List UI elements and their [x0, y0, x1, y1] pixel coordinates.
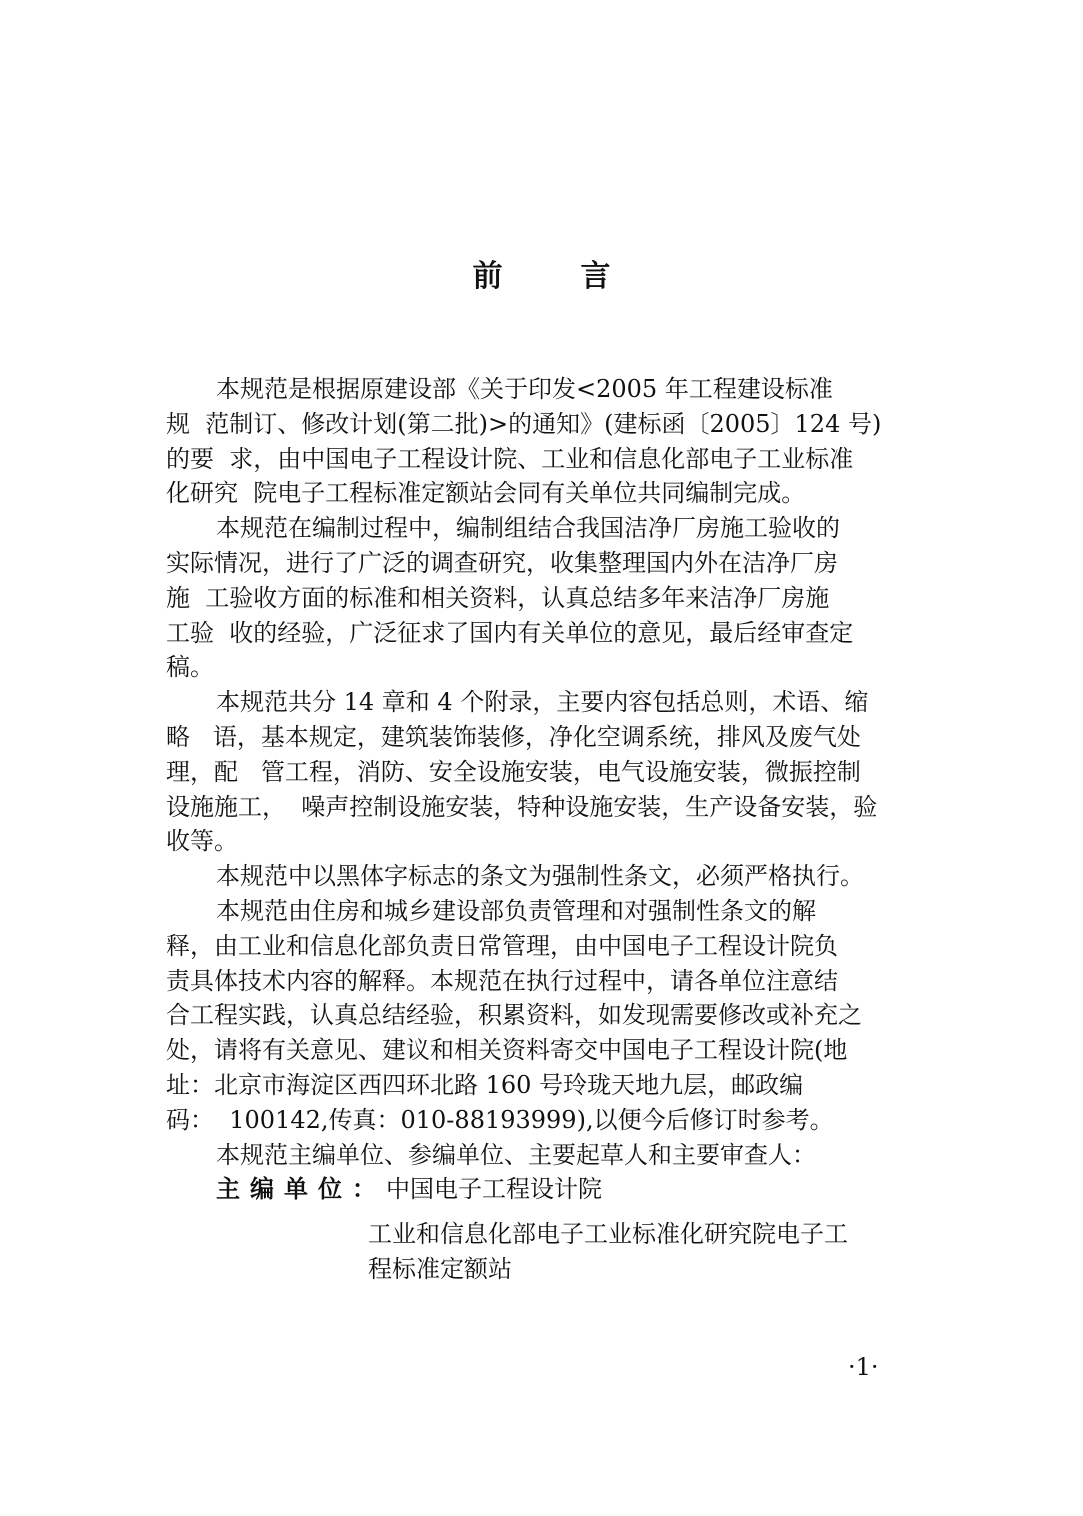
text-line: 工验 收的经验，广泛征求了国内有关单位的意见，最后经审查定 [166, 618, 854, 647]
chief-editor-block [166, 1172, 918, 1286]
text-line: 合工程实践，认真总结经验，积累资料，如发现需要修改或补充之 [166, 1001, 862, 1030]
text-line: 实际情况，进行了广泛的调查研究，收集整理国内外在洁净厂房 [166, 548, 838, 577]
chief-editor-line [166, 1172, 918, 1207]
text-line: 设施施工， 噪声控制设施安装，特种设施安装，生产设备安装，验 [166, 792, 878, 821]
text-line: 收等。 [166, 827, 238, 856]
text-line: 的要 求，由中国电子工程设计院、工业和信息化部电子工业标准 [166, 444, 854, 473]
text-line: 稿。 [166, 653, 214, 682]
text-line: 本规范中以黑体字标志的条文为强制性条文，必须严格执行。 [216, 862, 864, 891]
paragraph-1 [166, 372, 918, 511]
text-line: 本规范共分 14 章和 4 个附录，主要内容包括总则，术语、缩 [216, 688, 869, 717]
text-line: 施 工验收方面的标准和相关资料，认真总结多年来洁净厂房施 [166, 583, 830, 612]
page-number: ·1· [848, 1353, 879, 1381]
text-line: 化研究 院电子工程标准定额站会同有关单位共同编制完成。 [166, 479, 806, 508]
text-line: 略 语，基本规定，建筑装饰装修，净化空调系统，排风及废气处 [166, 722, 861, 751]
chief-editor-continuation: 程标准定额站 [368, 1254, 512, 1283]
paragraph-3 [166, 685, 918, 859]
text-line: 本规范是根据原建设部《关于印发<2005 年工程建设标准 [216, 375, 833, 403]
page-title: 前言 [472, 259, 689, 294]
text-line: 址：北京市海淀区西四环北路 160 号玲珑天地九层，邮政编 [166, 1070, 804, 1099]
paragraph-4 [166, 859, 918, 894]
text-line: 码： 100142,传真：010-88193999),以便今后修订时参考。 [166, 1105, 834, 1134]
text-line: 规 范制订、修改计划(第二批)>的通知》(建标函〔2005〕124 号) [166, 409, 882, 438]
chief-editor-value: 中国电子工程设计院 [386, 1175, 602, 1204]
paragraph-6 [166, 1138, 918, 1173]
text-line: 本规范在编制过程中，编制组结合我国洁净厂房施工验收的 [216, 514, 840, 543]
text-line: 释，由工业和信息化部负责日常管理，由中国电子工程设计院负 [166, 931, 838, 960]
text-line: 处，请将有关意见、建议和相关资料寄交中国电子工程设计院(地 [166, 1036, 848, 1065]
text-line: 本规范主编单位、参编单位、主要起草人和主要审查人： [216, 1140, 816, 1169]
paragraph-5 [166, 894, 918, 1138]
paragraph-2 [166, 511, 918, 685]
chief-editor-continuation: 工业和信息化部电子工业标准化研究院电子工 [368, 1220, 848, 1249]
chief-editor-label: 主编单位： [216, 1175, 386, 1204]
preface-body [166, 372, 918, 1287]
text-line: 本规范由住房和城乡建设部负责管理和对强制性条文的解 [216, 896, 816, 925]
text-line: 理，配 管工程，消防、安全设施安装，电气设施安装，微振控制 [166, 757, 861, 786]
text-line: 责具体技术内容的解释。本规范在执行过程中，请各单位注意结 [166, 966, 838, 995]
